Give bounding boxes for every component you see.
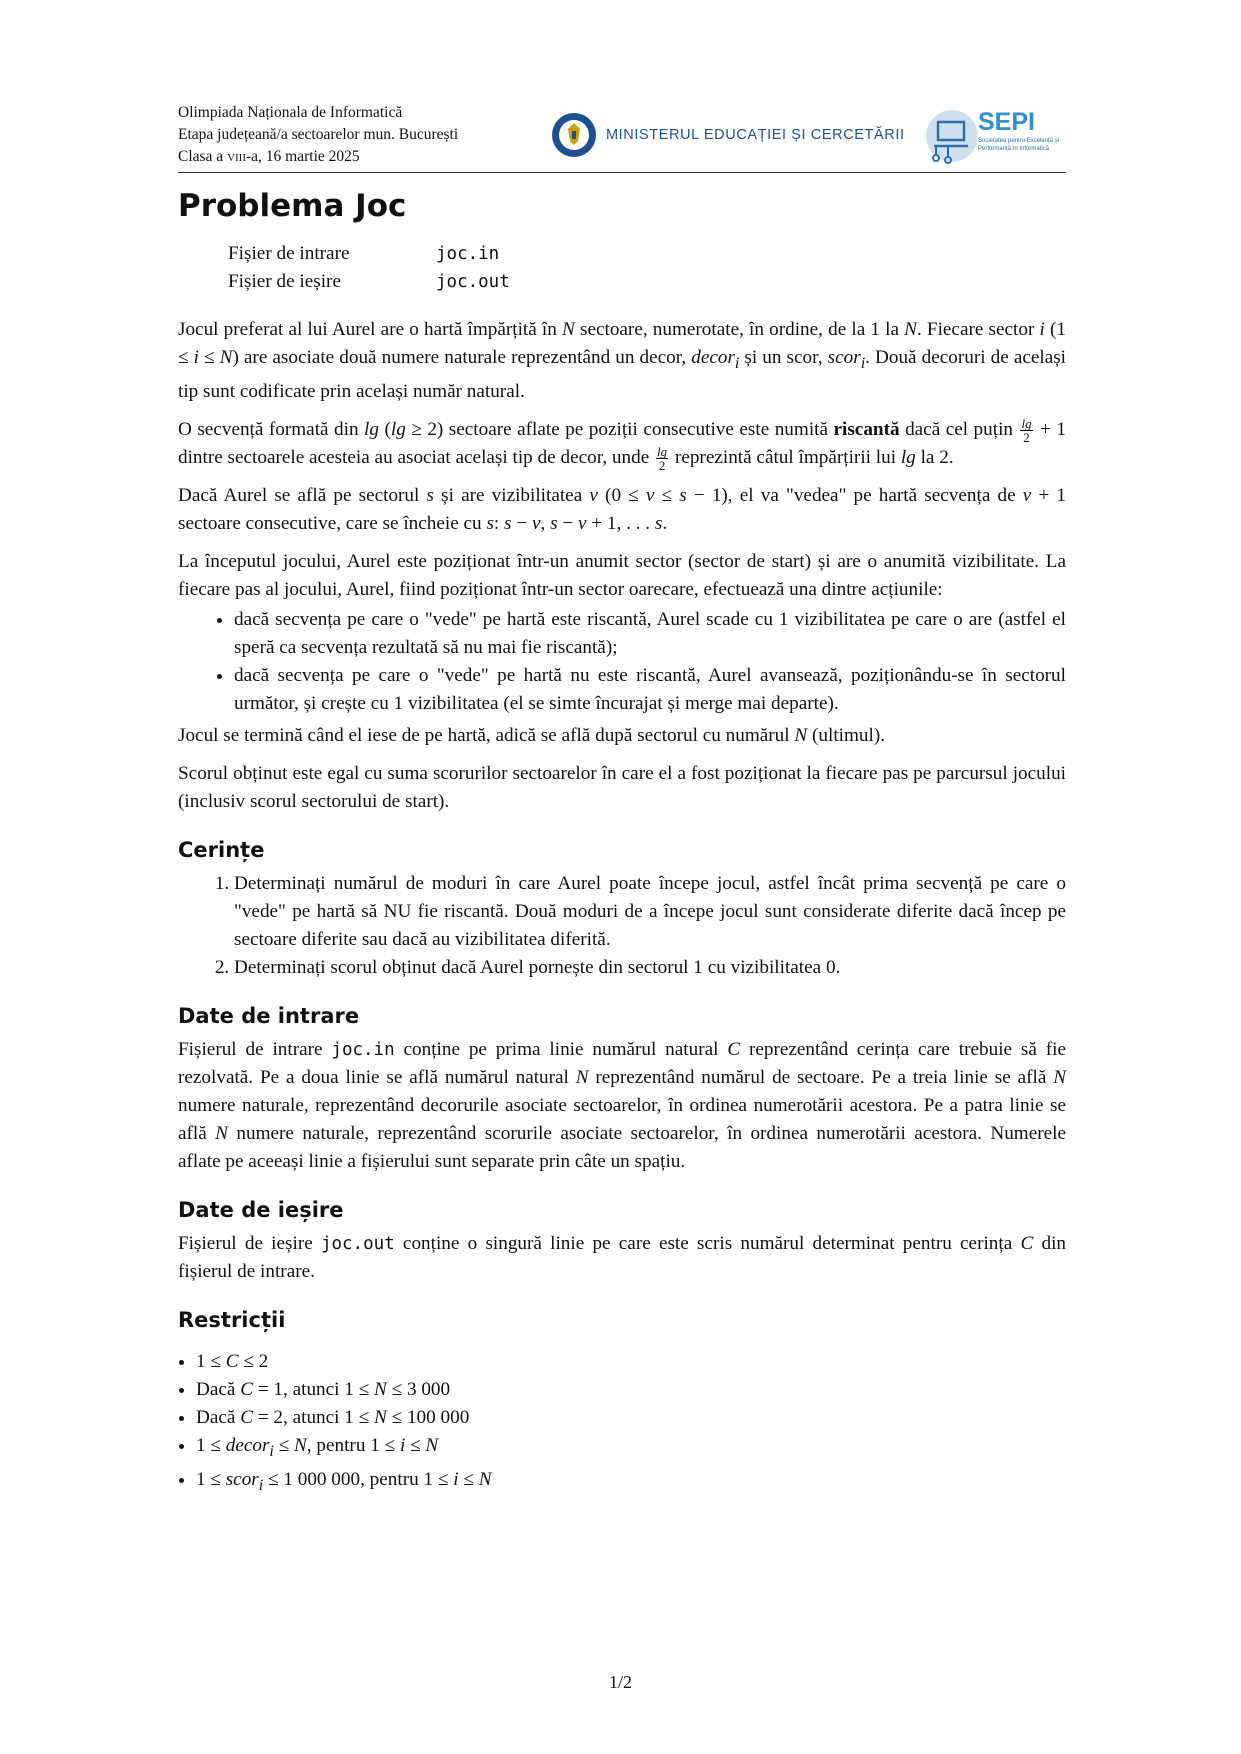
output-file-label: Fișier de ieșire (228, 271, 341, 292)
section-heading-cerinte: Cerințe (178, 838, 265, 863)
page-header (0, 102, 1060, 174)
paragraph-intro: Jocul preferat al lui Aurel are o hartă împărțită în N sectoare, numerotate, în ordine, de la 1 la N. Fiecare sector i (1 ≤ i ≤ N) are asociate două numere naturale reprezentând un decor, decor$_i$ și un scor, scor$_i$. Două decoruri de același tip sunt codificate prin același număr natural. (178, 319, 1067, 402)
fraction-lg-2-b: $\frac{\lg}{2}$ (657, 444, 668, 474)
requirements-list (178, 870, 1066, 982)
government-seal-icon (550, 111, 598, 159)
header-line-olympiad: Olimpiada Naționala de Informatică (178, 104, 403, 121)
list-item: • 1 ≤ scor$_i$ ≤ 1 000 000, pentru 1 ≤ i ≤ N (196, 1466, 1066, 1500)
actions-list (178, 606, 1066, 718)
list-item: • Dacă C = 1, atunci 1 ≤ N ≤ 3 000 (196, 1376, 1066, 1404)
list-item: 1. Determinați numărul de moduri în care Aurel poate începe jocul, astfel încât prima secvență pe care o "vede" pe hartă să NU fie riscantă. Două moduri de a începe jocul sunt considerate diferite dacă încep pe sectoare diferite sau dacă au vizibilitatea diferită. (234, 870, 1066, 954)
header-divider (178, 172, 1066, 173)
fraction-lg-2: $\frac{\lg}{2}$ (1021, 415, 1032, 445)
ministry-name: MINISTERUL EDUCAȚIEI ȘI CERCETĂRII (606, 127, 905, 143)
header-line-stage: Etapa județeană/a sectoarelor mun. București (178, 126, 459, 143)
section-heading-date-iesire: Date de ieșire (178, 1198, 344, 1223)
sepi-subtitle-1: Societatea pentru Excelență și (978, 138, 1060, 144)
input-file-label: Fișier de intrare (228, 243, 350, 264)
input-file-name: joc.in (436, 244, 500, 264)
section-heading-restrictii: Restricții (178, 1308, 286, 1333)
list-item: • 1 ≤ C ≤ 2 (196, 1348, 1066, 1376)
list-item: • 1 ≤ decor$_i$ ≤ N, pentru 1 ≤ i ≤ N (196, 1432, 1066, 1466)
file-table (228, 240, 1066, 296)
restrictions-list (178, 1348, 1066, 1500)
input-file-row (228, 240, 1066, 268)
sepi-logo (924, 106, 1066, 168)
paragraph-end: Jocul se termină când el iese de pe hartă, adică se află după sectorul cu numărul N (ultimul). (178, 725, 886, 747)
list-item: • dacă secvența pe care o "vede" pe hartă nu este riscantă, Aurel avansează, poziționându-se în sectorul următor, și crește cu 1 vizibilitatea (el se simte încurajat și merge mai departe). (234, 662, 1066, 718)
list-item: • dacă secvența pe care o "vede" pe hartă este riscantă, Aurel scade cu 1 vizibilitatea pe care o are (astfel el speră ca secvența rezultată să nu mai fie riscantă); (234, 606, 1066, 662)
list-item: 2. Determinați scorul obținut dacă Aurel pornește din sectorul 1 cu vizibilitatea 0. (234, 954, 1066, 982)
paragraph-input: Fișierul de intrare joc.in conține pe prima linie numărul natural C reprezentând cerința care trebuie să fie rezolvată. Pe a doua linie se află numărul natural N reprezentând numărul de sectoare. Pe a treia linie se află N numere naturale, reprezentând decorurile asociate sectoarelor, în ordinea numerotării acestora. Pe a patra linie se află N numere naturale, reprezentând scorurile asociate sectoarelor, în ordinea numerotării acestora. Numerele aflate pe aceeași linie a fișierului sunt separate prin câte un spațiu. (178, 1039, 1067, 1173)
page-number: 1/2 (608, 1672, 632, 1692)
header-info (178, 102, 458, 168)
output-file-name: joc.out (436, 272, 510, 292)
ministry-logo (550, 110, 905, 160)
paragraph-risky: O secvență formată din lg (lg ≥ 2) sectoare aflate pe poziții consecutive este numită riscantă dacă cel puțin $\frac{\lg}{2}$ + 1 dintre sectoarele acesteia au asociat același tip de decor, unde $\frac{\lg}{2}$ reprezintă câtul împărțirii lui lg la 2. (178, 415, 1067, 474)
paragraph-visibility: Dacă Aurel se află pe sectorul s și are vizibilitatea v (0 ≤ v ≤ s − 1), el va "vedea" pe hartă secvența de v + 1 sectoare consecutive, care se încheie cu s: s − v, s − v + 1, . . . s. (178, 485, 1067, 535)
sepi-name: SEPI (978, 108, 1035, 136)
header-line-class: Clasa a viii-a, 16 martie 2025 (178, 148, 360, 165)
sepi-subtitle-2: Performanță în Informatică (978, 146, 1050, 152)
paragraph-output: Fișierul de ieșire joc.out conține o singură linie pe care este scris numărul determinat pentru cerința C din fișierul de intrare. (178, 1233, 1067, 1283)
output-file-row (228, 268, 1066, 296)
paragraph-score: Scorul obținut este egal cu suma scorurilor sectoarelor în care el a fost poziționat la fiecare pas pe parcursul jocului (inclusiv scorul sectorului de start). (178, 763, 1066, 813)
section-heading-date-intrare: Date de intrare (178, 1004, 360, 1029)
list-item: • Dacă C = 2, atunci 1 ≤ N ≤ 100 000 (196, 1404, 1066, 1432)
page-title: Problema Joc (178, 188, 407, 224)
paragraph-start: La începutul jocului, Aurel este poziționat într-un anumit sector (sector de start) și are o anumită vizibilitate. La fiecare pas al jocului, Aurel, fiind poziționat într-un sector oarecare, efectuează una dintre acțiunile: (178, 551, 1066, 601)
